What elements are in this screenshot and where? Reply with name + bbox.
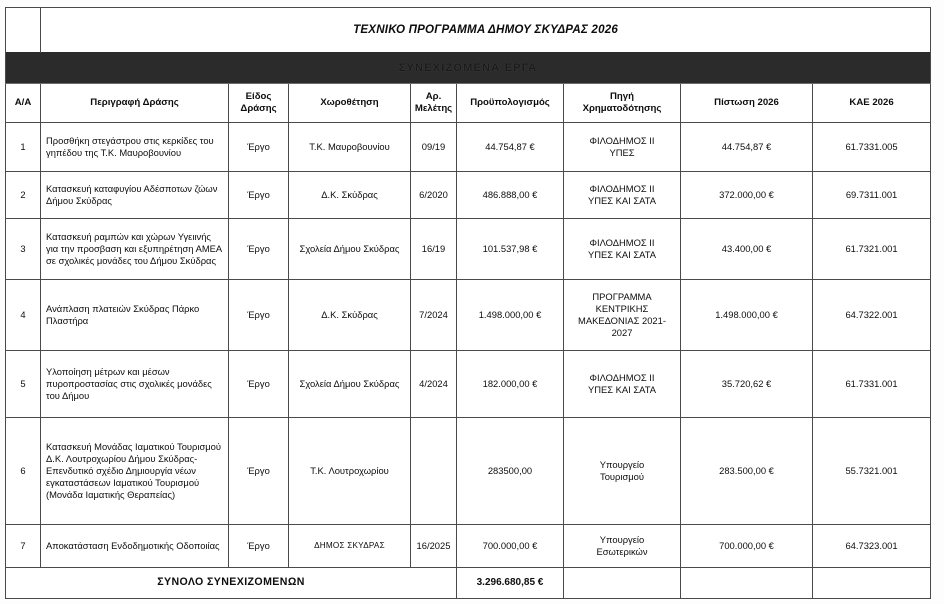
cell-kind: Έργο [229, 418, 289, 525]
cell-kae-2026: 61.7331.001 [813, 351, 931, 418]
cell-aa: 5 [6, 351, 41, 418]
header-description: Περιγραφή Δράσης [41, 84, 229, 123]
cell-place: Δ.Κ. Σκύδρας [289, 280, 411, 351]
cell-description: Κατασκευή καταφυγίου Αδέσποτων ζώων Δήμου Σκύδρας [41, 172, 229, 219]
cell-funding-source [564, 172, 681, 219]
cell-credit-2026: 700.000,00 € [681, 525, 813, 568]
header-funding-source [564, 84, 681, 123]
cell-study-no: 09/19 [411, 123, 457, 172]
cell-aa: 1 [6, 123, 41, 172]
funding-line-2: ΥΠΕΣ ΚΑΙ ΣΑΤΑ [587, 195, 657, 206]
cell-kae-2026: 69.7311.001 [813, 172, 931, 219]
funding-line-4: 2027 [611, 327, 633, 339]
cell-budget: 283500,00 [457, 418, 564, 525]
cell-budget: 486.888,00 € [457, 172, 564, 219]
cell-kae-2026: 64.7323.001 [813, 525, 931, 568]
funding-line-1: Υπουργείο [599, 458, 645, 470]
cell-aa: 2 [6, 172, 41, 219]
cell-description: Υλοποίηση μέτρων και μέσων πυροπροστασίας στις σχολικές μονάδες του Δήμου [41, 351, 229, 418]
funding-line-2: ΥΠΕΣ [609, 147, 635, 158]
funding-line-3: ΜΑΚΕΔΟΝΙΑΣ 2021- [578, 315, 666, 326]
cell-funding-source [564, 351, 681, 418]
cell-place: Τ.Κ. Μαυροβουνίου [289, 123, 411, 172]
cell-budget: 44.754,87 € [457, 123, 564, 172]
table-row [6, 219, 931, 280]
cell-kind: Έργο [229, 123, 289, 172]
funding-line-2: ΥΠΕΣ ΚΑΙ ΣΑΤΑ [587, 249, 657, 260]
funding-line-2: ΚΕΝΤΡΙΚΗΣ [595, 302, 649, 314]
funding-line-1: ΦΙΛΟΔΗΜΟΣ ΙΙ [589, 134, 655, 146]
header-budget: Προϋπολογισμός [457, 84, 564, 123]
cell-budget: 101.537,98 € [457, 219, 564, 280]
header-source-line1: Πηγή [610, 90, 634, 102]
header-study-line1: Αρ. [425, 90, 442, 102]
cell-funding-source [564, 525, 681, 568]
header-source-line2: Χρηματοδότησης [582, 103, 662, 114]
cell-funding-source [564, 418, 681, 525]
table-row [6, 280, 931, 351]
cell-description: Κατασκευή Μονάδας Ιαματικού Τουρισμού Δ.Κ. Λουτροχωρίου Δήμου Σκύδρας-Επενδυτικό σχέδιο Δημιουργία νέων εγκαταστάσεων Ιαματικού Τουρισμού (Μονάδα Ιαματικής Θεραπείας) [41, 418, 229, 525]
technical-program-sheet [5, 7, 930, 597]
cell-credit-2026: 283.500,00 € [681, 418, 813, 525]
funding-line-2: ΥΠΕΣ ΚΑΙ ΣΑΤΑ [587, 384, 657, 395]
title-row [6, 8, 931, 53]
section-banner-label: ΣΥΝΕΧΙΖΟΜΕΝΑ ΕΡΓΑ [398, 61, 538, 74]
header-kind-line2: Δράσης [240, 103, 277, 114]
cell-aa: 3 [6, 219, 41, 280]
header-aa: Α/Α [6, 84, 41, 123]
cell-kind: Έργο [229, 351, 289, 418]
cell-study-no: 16/19 [411, 219, 457, 280]
total-label: ΣΥΝΟΛΟ ΣΥΝΕΧΙΖΟΜΕΝΩΝ [6, 568, 457, 599]
cell-place: Σχολεία Δήμου Σκύδρας [289, 219, 411, 280]
cell-description: Ανάπλαση πλατειών Σκύδρας Πάρκο Πλαστήρα [41, 280, 229, 351]
header-study-no [411, 84, 457, 123]
cell-kae-2026: 61.7331.005 [813, 123, 931, 172]
cell-description: Προσθήκη στεγάστρου στις κερκίδες του γηπέδου της Τ.Κ. Μαυροβουνίου [41, 123, 229, 172]
table-row [6, 351, 931, 418]
cell-study-no: 7/2024 [411, 280, 457, 351]
cell-kae-2026: 64.7322.001 [813, 280, 931, 351]
section-banner-row [6, 53, 931, 84]
cell-kind: Έργο [229, 525, 289, 568]
header-study-line2: Μελέτης [414, 103, 453, 114]
page-title: ΤΕΧΝΙΚΟ ΠΡΟΓΡΑΜΜΑ ΔΗΜΟΥ ΣΚΥΔΡΑΣ 2026 [41, 8, 931, 53]
cell-kae-2026: 61.7321.001 [813, 219, 931, 280]
cell-aa: 6 [6, 418, 41, 525]
total-budget: 3.296.680,85 € [457, 568, 564, 599]
header-kae-2026: ΚΑΕ 2026 [813, 84, 931, 123]
total-row [6, 568, 931, 599]
cell-credit-2026: 44.754,87 € [681, 123, 813, 172]
total-kae-2026 [813, 568, 931, 599]
cell-place: ΔΗΜΟΣ ΣΚΥΔΡΑΣ [289, 525, 411, 568]
cell-credit-2026: 35.720,62 € [681, 351, 813, 418]
cell-funding-source [564, 219, 681, 280]
cell-budget: 182.000,00 € [457, 351, 564, 418]
cell-study-no: 16/2025 [411, 525, 457, 568]
cell-credit-2026: 43.400,00 € [681, 219, 813, 280]
table-row [6, 525, 931, 568]
table-row [6, 418, 931, 525]
cell-aa: 4 [6, 280, 41, 351]
cell-study-no [411, 418, 457, 525]
header-kind [229, 84, 289, 123]
cell-funding-source [564, 280, 681, 351]
cell-aa: 7 [6, 525, 41, 568]
cell-description: Αποκατάσταση Ενδοδημοτικής Οδοποιίας [41, 525, 229, 568]
header-credit-2026: Πίστωση 2026 [681, 84, 813, 123]
cell-study-no: 4/2024 [411, 351, 457, 418]
cell-study-no: 6/2020 [411, 172, 457, 219]
header-place: Χωροθέτηση [289, 84, 411, 123]
cell-credit-2026: 1.498.000,00 € [681, 280, 813, 351]
technical-program-table [5, 7, 931, 599]
total-credit-2026 [681, 568, 813, 599]
cell-description: Κατασκευή ραμπών και χώρων Υγειινής για την προσβαση και εξυπηρέτηση ΑΜΕΑ σε σχολικές μονάδες του Δήμου Σκύδρας [41, 219, 229, 280]
cell-budget: 700.000,00 € [457, 525, 564, 568]
cell-place: Σχολεία Δήμου Σκύδρας [289, 351, 411, 418]
cell-kind: Έργο [229, 172, 289, 219]
cell-kind: Έργο [229, 280, 289, 351]
funding-line-1: ΦΙΛΟΔΗΜΟΣ ΙΙ [589, 371, 655, 383]
total-funding-source [564, 568, 681, 599]
funding-line-1: ΦΙΛΟΔΗΜΟΣ ΙΙ [589, 236, 655, 248]
funding-line-1: ΦΙΛΟΔΗΜΟΣ ΙΙ [589, 182, 655, 194]
cell-kae-2026: 55.7321.001 [813, 418, 931, 525]
cell-budget: 1.498.000,00 € [457, 280, 564, 351]
cell-place: Τ.Κ. Λουτροχωρίου [289, 418, 411, 525]
column-header-row [6, 84, 931, 123]
section-banner [6, 53, 931, 84]
cell-kind: Έργο [229, 219, 289, 280]
funding-line-1: Υπουργείο [599, 533, 645, 545]
title-left-spacer [6, 8, 41, 53]
table-row [6, 123, 931, 172]
cell-place: Δ.Κ. Σκύδρας [289, 172, 411, 219]
funding-line-2: Τουρισμού [600, 471, 644, 482]
funding-line-1: ΠΡΟΓΡΑΜΜΑ [592, 290, 652, 302]
header-kind-line1: Είδος [245, 90, 272, 102]
cell-credit-2026: 372.000,00 € [681, 172, 813, 219]
table-row [6, 172, 931, 219]
funding-line-2: Εσωτερικών [596, 546, 648, 557]
cell-funding-source [564, 123, 681, 172]
